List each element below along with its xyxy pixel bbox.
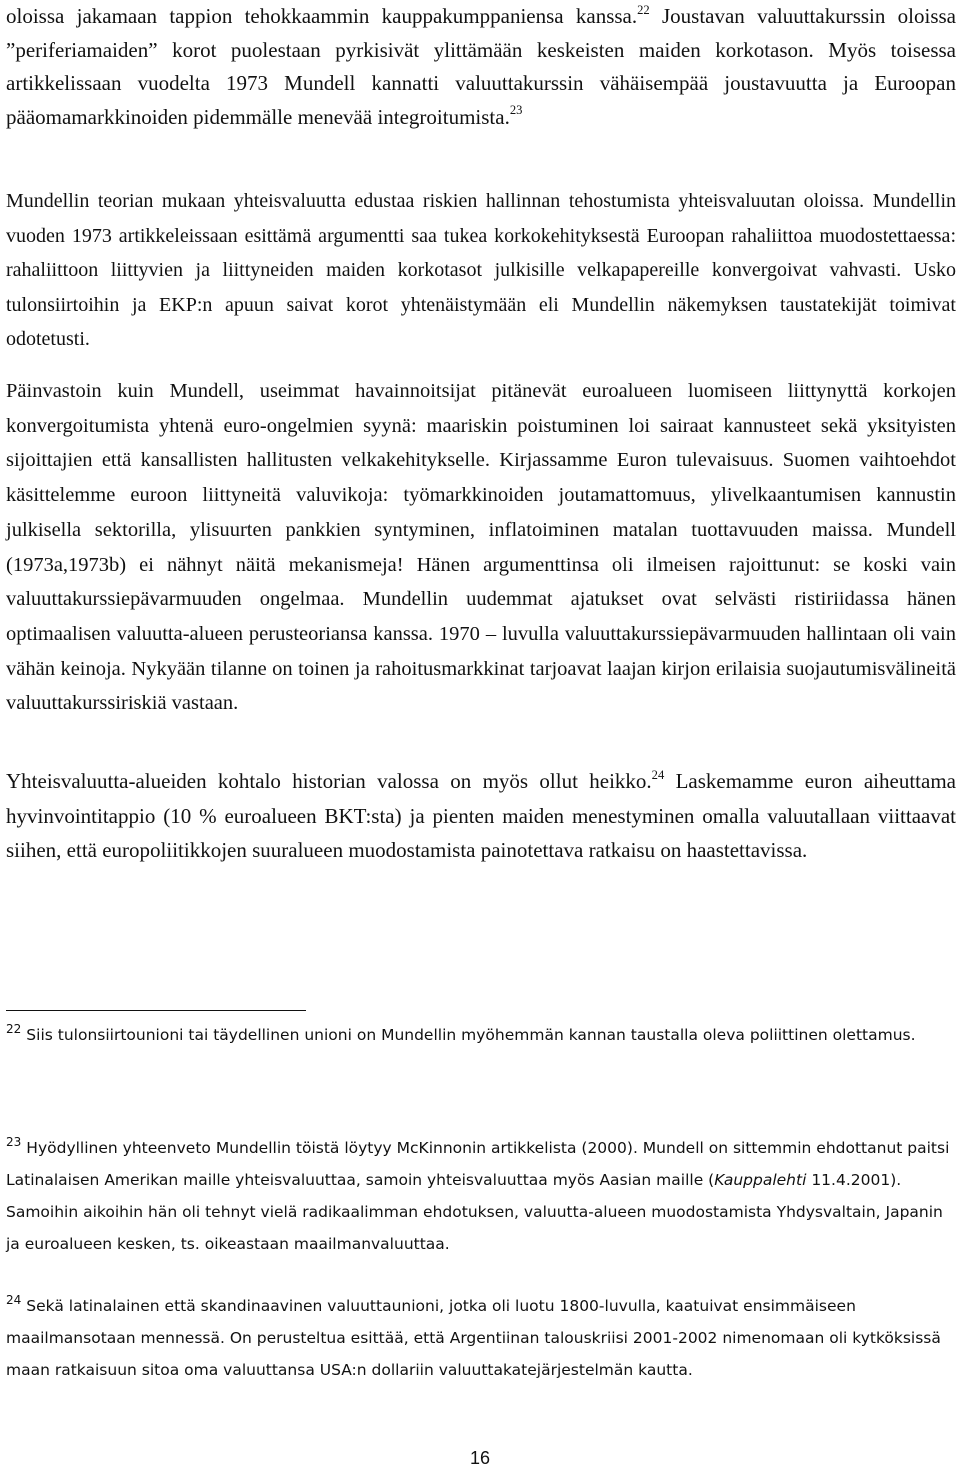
body-paragraph-2: [6, 184, 956, 357]
paragraph-text: Joustavan valuuttakurssin oloissa ”periferiamaiden” korot puolestaan pyrkisivät ylittämään keskeisten maiden korkotason. Myös toisessa artikkelissaan vuodelta 1973 Mundell kannatti valuuttakurssin vähäisempää joustavuutta ja Euroopan pääomamarkkinoiden pidemmälle menevää integroitumista.: [6, 4, 956, 129]
footnote-22: [6, 1019, 950, 1051]
footnote-separator: [6, 1010, 306, 1011]
footnote-reference-23[interactable]: 23: [509, 103, 523, 118]
footnote-reference-24[interactable]: 24: [651, 767, 665, 782]
paragraph-text: Päinvastoin kuin Mundell, useimmat havainnoitsijat pitänevät euroalueen luomiseen liittynyttä korkojen konvergoitumista yhtenä euro-ongelmien syynä: maariskin poistuminen loi sairaat kannusteet sekä yksityisten sijoittajien että kansallisten hallitusten velkakehitykselle. Kirjassamme Euron tulevaisuus. Suomen vaihtoehdot käsittelemme euroon liittyneitä valuvikoja: työmarkkinoiden joutamattomuus, ylivelkaantumisen kannustin julkisella sektorilla, ylisuurten pankkien syntyminen, inflatoiminen matalan tuottavuuden maissa. Mundell (1973a,1973b) ei nähnyt näitä mekanismeja! Hänen argumenttinsa oli ilmeisen rajoittunut: se koski vain valuuttakurssiepävarmuuden ongelmaa. Mundellin uudemmat ajatukset ovat selvästi ristiriidassa hänen optimaalisen valuutta-alueen perusteoriansa kanssa. 1970 – luvulla valuuttakurssiepävarmuuden hallintaan oli vain vähän keinoja. Nykyään tilanne on toinen ja rahoitusmarkkinat tarjoavat laajan kirjon erilaisia suojautumisvälineitä valuuttakurssiriskiä vastaan.: [6, 380, 956, 715]
body-paragraph-4: [6, 764, 956, 868]
body-paragraph-1: [6, 0, 956, 134]
footnote-reference-22[interactable]: 22: [637, 2, 650, 17]
body-paragraph-3: [6, 374, 956, 721]
paragraph-text: oloissa jakamaan tappion tehokkaammin kauppakumppaniensa kanssa.: [6, 4, 638, 28]
paragraph-text: Yhteisvaluutta-alueiden kohtalo historian valossa on myös ollut heikko.: [6, 769, 652, 793]
footnote-text: 11.4.2001). Samoihin aikoihin hän oli tehnyt vielä radikaalimman ehdotuksen, valuutta-alueen muodostamista Yhdysvaltain, Japanin ja euroalueen kesken, ts. oikeastaan maailmanvaluuttaa.: [6, 1171, 943, 1253]
footnote-italic-source: Kauppalehti: [714, 1171, 807, 1189]
footnote-number: 22: [6, 1021, 22, 1036]
footnote-number: 23: [6, 1134, 22, 1149]
footnote-text: Hyödyllinen yhteenveto Mundellin töistä löytyy McKinnonin artikkelista (2000). Mundell on sittemmin ehdottanut paitsi Latinalaisen Amerikan maille yhteisvaluuttaa, samoin yhteisvaluuttaa myös Aasian maille (: [6, 1139, 950, 1189]
paragraph-text: Laskemamme euron aiheuttama hyvinvointitappio (10 % euroalueen BKT:sta) ja pienten maiden menestyminen omalla valuutallaan viittaavat siihen, että europoliitikkojen suuralueen muodostamista painotettava ratkaisu on haastettavissa.: [6, 769, 956, 863]
footnote-number: 24: [6, 1292, 22, 1307]
footnote-23: [6, 1132, 950, 1260]
footnote-text: Sekä latinalainen että skandinaavinen valuuttaunioni, jotka oli luotu 1800-luvulla, kaatuivat ensimmäiseen maailmansotaan mennessä. On perusteltua esittää, että Argentiinan talouskriisi 2001-2002 nimenomaan oli kytköksissä maan ratkaisuun sitoa oma valuuttansa USA:n dollariin valuuttakatejärjestelmän kautta.: [6, 1297, 941, 1379]
page-number: 16: [469, 1448, 491, 1468]
footnote-24: [6, 1290, 950, 1386]
footnote-text: Siis tulonsiirtounioni tai täydellinen unioni on Mundellin myöhemmän kannan taustalla oleva poliittinen olettamus.: [21, 1026, 916, 1044]
paragraph-text: Mundellin teorian mukaan yhteisvaluutta edustaa riskien hallinnan tehostumista yhteisvaluutan oloissa. Mundellin vuoden 1973 artikkeleissaan esittämä argumentti saa tukea korkokehityksestä Euroopan rahaliittoa muodostettaessa: rahaliittoon liittyvien ja liittyneiden maiden korkotasot julkisille velkapapereille konvergoivat vahvasti. Usko tulonsiirtoihin ja EKP:n apuun saivat korot yhtenäistymään eli Mundellin näkemyksen taustatekijät toimivat odotetusti.: [6, 190, 956, 350]
